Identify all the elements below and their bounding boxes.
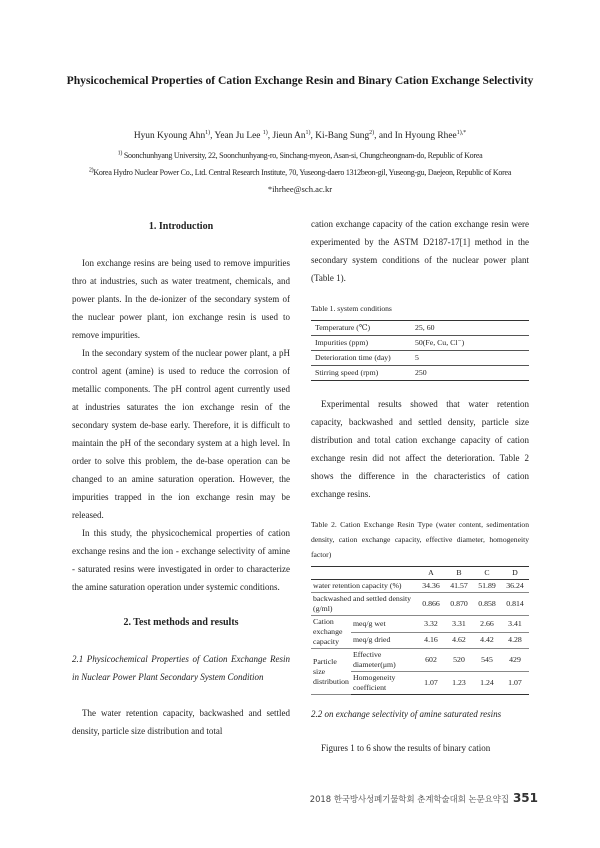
affiliation-2: [40, 167, 560, 178]
table-cell: backwashed and settled density (g/ml): [311, 593, 417, 616]
table-cell: 2.66: [473, 616, 501, 633]
table-cell: 1.23: [452, 678, 466, 687]
section-heading-introduction: 1. Introduction: [148, 221, 214, 232]
table-cell: Homogeneity coefficient: [352, 673, 396, 692]
author-list: Hyun Kyoung Ahn$^{1)}$, Yean Ju Lee $^{1)}$, Jieun An$^{1)}$, Ki-Bang Sung$^{2)}$, and In Hyoung Rhee$^{1),*}$: [133, 129, 467, 141]
table-cell: Cation exchange capacity: [311, 616, 351, 649]
table-cell: 3.41: [501, 616, 529, 633]
table-cell: meq/g dried: [351, 632, 417, 649]
author-name: Jieun An: [272, 131, 306, 141]
table-header: B: [445, 567, 473, 580]
author-mark: 1): [262, 129, 268, 136]
paragraph: cation exchange capacity of the cation exchange resin were experimented by the ASTM D2187-17[1] method in the secondary system conditions of the nuclear power plant (Table 1).: [311, 219, 529, 283]
table-cell: 4.42: [473, 632, 501, 649]
table-cell: 0.866: [417, 593, 445, 616]
table-header: D: [501, 567, 529, 580]
table-cell: 0.858: [473, 593, 501, 616]
table-cell: 0.870: [445, 593, 473, 616]
left-column: [72, 215, 290, 740]
paragraph: Ion exchange resins are being used to remove impurities thro at industries, such as water treatment, chemicals, and power plants. In the de-ionizer of the secondary system of the nuclear power plant, ion exchange resin is used to remove impurities.: [72, 258, 290, 340]
table-row: [311, 649, 529, 672]
right-column: [311, 215, 529, 757]
table-header-empty: [311, 567, 417, 580]
table-cell: Deterioration time (day): [311, 351, 411, 366]
table-cell: 3.31: [445, 616, 473, 633]
table-cell: 1.07: [508, 678, 522, 687]
author-name: Hyun Kyoung Ahn: [133, 131, 206, 141]
footer-text: 2018 한국방사성폐기물학회 춘계학술대회 논문요약집: [309, 794, 509, 804]
table-caption: Table 2. Cation Exchange Resin Type (water content, sedimentation density, cation exchange capacity, effective diameter, homogeneity factor): [311, 520, 529, 559]
subsection-heading: 2.1 Physicochemical Properties of Cation Exchange Resin in Nuclear Power Plant Secondary System Condition: [72, 654, 290, 682]
table-cell: Effective diameter(μm): [351, 649, 417, 672]
system-conditions-table: [311, 320, 529, 381]
table-row: [311, 351, 529, 366]
table-row: [311, 593, 529, 616]
author-mark: 1),*: [456, 129, 467, 136]
table-cell: 34.36: [417, 580, 445, 593]
table-row: [311, 366, 529, 381]
resin-type-table: [311, 566, 529, 695]
table-row: [311, 336, 529, 351]
affiliation-text: Korea Hydro Nuclear Power Co., Ltd. Central Research Institute, 70, Yuseong-daero 1312beon-gil, Yuseong-gu, Daejeon, Republic of Korea: [93, 168, 512, 177]
paragraph: In the secondary system of the nuclear power plant, a pH control agent (amine) is used to reduce the corrosion of metallic components. The pH control agent currently used at industries saturates the ion exchange resin of the secondary system de-base early. Therefore, it is difficult to maintain the pH of the secondary system at a high level. In order to solve this problem, the de-base operation can be changed to an amine saturation operation. However, the impurities trapped in the ion exchange resin may be released.: [72, 348, 290, 520]
table-row: [311, 580, 529, 593]
table-cell: 1.24: [480, 678, 494, 687]
table-row: [311, 321, 529, 336]
table-cell: 51.89: [473, 580, 501, 593]
affiliation-mark: 1): [117, 150, 123, 157]
paragraph: Figures 1 to 6 show the results of binary cation: [321, 743, 491, 753]
page-footer: [310, 791, 538, 805]
table-caption: Table 1. system conditions: [311, 304, 392, 313]
author-mark: 1): [305, 129, 311, 136]
table-cell: Impurities (ppm): [311, 336, 411, 351]
table-cell: 4.16: [417, 632, 445, 649]
table-cell: Particle size distribution: [311, 649, 351, 695]
table-row: [311, 616, 529, 633]
table-cell: Temperature (℃): [311, 321, 411, 336]
paragraph: In this study, the physicochemical properties of cation exchange resins and the ion - exchange selectivity of amine - saturated resins were investigated in order to characterize the amine saturation operation under systemic conditions.: [72, 528, 290, 592]
paragraph: Experimental results showed that water retention capacity, backwashed and settled density, particle size distribution and total cation exchange capacity of cation exchange resin did not affect the deterioration. Table 2 shows the difference in the characteristics of cation exchange resins.: [311, 399, 529, 499]
affiliation-text: Soonchunhyang University, 22, Soonchunhyang-ro, Sinchang-myeon, Asan-si, Chungcheongnam-do, Republic of Korea: [123, 151, 483, 160]
author-name: Ki-Bang Sung: [315, 131, 370, 141]
table-cell: 602: [417, 649, 445, 672]
affiliation-1: [40, 150, 560, 161]
author-mark: 2): [369, 129, 375, 136]
table-cell: 545: [473, 649, 501, 672]
section-heading-methods: 2. Test methods and results: [123, 617, 239, 628]
table-cell: 4.62: [445, 632, 473, 649]
table-cell: 41.57: [445, 580, 473, 593]
table-cell: 5: [411, 351, 529, 366]
table-cell: 36.24: [501, 580, 529, 593]
author-name: and In Hyoung Rhee: [378, 131, 457, 141]
table-cell: 50(Fe, Cu, Cl⁻): [411, 336, 529, 351]
subsection-heading: 2.2 on exchange selectivity of amine saturated resins: [311, 709, 502, 719]
table-cell: meq/g wet: [351, 616, 417, 633]
table-cell: 4.28: [501, 632, 529, 649]
paper-title: Physicochemical Properties of Cation Exchange Resin and Binary Cation Exchange Selectivity: [66, 74, 534, 87]
page-number: 351: [512, 791, 538, 805]
table-cell: Stirring speed (rpm): [315, 368, 379, 377]
table-cell: 520: [445, 649, 473, 672]
table-cell: 3.32: [417, 616, 445, 633]
table-cell: water retention capacity (%): [311, 580, 417, 593]
table-header-row: [311, 567, 529, 580]
table-cell: 1.07: [424, 678, 438, 687]
table-cell: 0.814: [501, 593, 529, 616]
corresponding-email: *ihrhee@sch.ac.kr: [267, 184, 333, 194]
author-name: Yean Ju Lee: [214, 131, 261, 141]
table-cell: 250: [415, 368, 427, 377]
author-mark: 1): [205, 129, 211, 136]
paragraph: The water retention capacity, backwashed and settled density, particle size distribution and total: [72, 708, 290, 736]
table-header: A: [417, 567, 445, 580]
affiliation-mark: 2): [88, 167, 94, 174]
table-cell: 429: [501, 649, 529, 672]
table-header: C: [473, 567, 501, 580]
table-cell: 25, 60: [411, 321, 529, 336]
